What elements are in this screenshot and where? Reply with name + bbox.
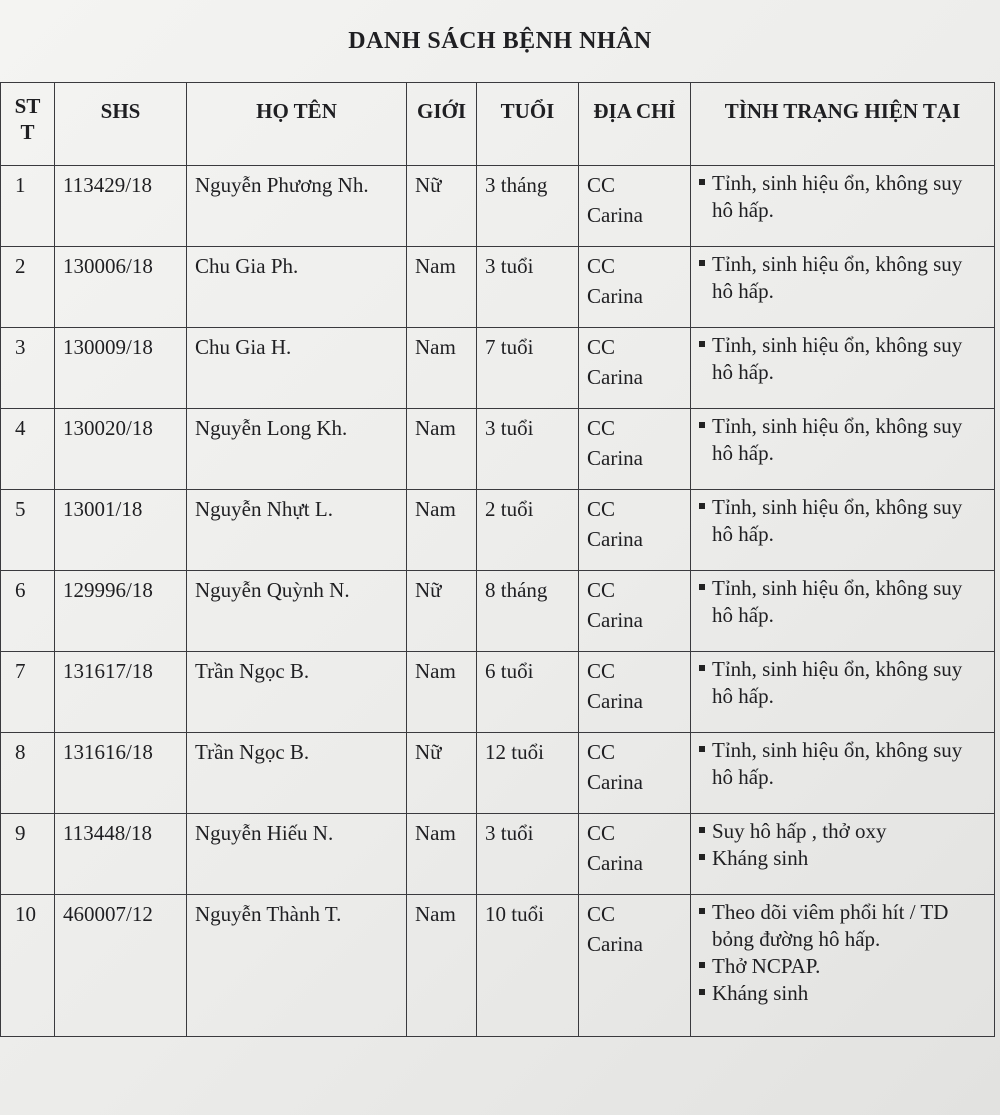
cell-name: Nguyễn Phương Nh. [187,166,407,247]
cell-shs: 131616/18 [55,733,187,814]
status-list [699,251,986,305]
address-line: Carina [587,365,643,390]
cell-address [579,895,691,1037]
cell-stt: 6 [1,571,55,652]
table-row [1,571,995,652]
table-row [1,733,995,814]
header-shs: SHS [55,83,187,166]
cell-shs: 130006/18 [55,247,187,328]
address-line: Carina [587,770,643,795]
cell-age: 6 tuổi [477,652,579,733]
table-row [1,895,995,1037]
cell-status [691,166,995,247]
cell-gender: Nam [407,328,477,409]
status-list [699,494,986,548]
header-stt [1,83,55,166]
cell-gender: Nam [407,652,477,733]
cell-stt: 4 [1,409,55,490]
cell-status [691,490,995,571]
cell-stt: 3 [1,328,55,409]
cell-stt: 2 [1,247,55,328]
status-list [699,332,986,386]
table-row [1,328,995,409]
cell-gender: Nam [407,247,477,328]
address-line: CC [587,173,616,197]
cell-shs: 130009/18 [55,328,187,409]
patient-table [0,82,995,1037]
cell-name: Chu Gia H. [187,328,407,409]
cell-age: 3 tuổi [477,247,579,328]
cell-status [691,814,995,895]
cell-gender: Nữ [407,733,477,814]
cell-shs: 129996/18 [55,571,187,652]
status-item: Tỉnh, sinh hiệu ổn, không suy hô hấp. [699,575,986,629]
address-line: Carina [587,689,643,714]
cell-status [691,409,995,490]
cell-shs: 113429/18 [55,166,187,247]
cell-address [579,814,691,895]
cell-status [691,328,995,409]
cell-shs: 460007/12 [55,895,187,1037]
status-list [699,170,986,224]
status-list [699,656,986,710]
header-name: HỌ TÊN [187,83,407,166]
cell-gender: Nam [407,409,477,490]
cell-shs: 130020/18 [55,409,187,490]
status-item: Suy hô hấp , thở oxy [699,818,986,845]
table-row [1,166,995,247]
cell-gender: Nam [407,895,477,1037]
cell-status [691,571,995,652]
table-row [1,814,995,895]
cell-name: Nguyễn Quỳnh N. [187,571,407,652]
cell-stt: 5 [1,490,55,571]
cell-status [691,895,995,1037]
table-body [1,166,995,1037]
status-item: Theo dõi viêm phổi hít / TD bỏng đường hô hấp. [699,899,986,953]
cell-gender: Nam [407,814,477,895]
cell-stt: 7 [1,652,55,733]
table-row [1,409,995,490]
cell-name: Nguyễn Hiếu N. [187,814,407,895]
status-list [699,818,986,872]
cell-name: Nguyễn Long Kh. [187,409,407,490]
cell-address [579,409,691,490]
header-gender: GIỚI [407,83,477,166]
cell-address [579,652,691,733]
address-line: Carina [587,284,643,309]
cell-status [691,652,995,733]
status-list [699,899,986,1007]
cell-stt: 10 [1,895,55,1037]
cell-age: 3 tuổi [477,814,579,895]
status-item: Tỉnh, sinh hiệu ổn, không suy hô hấp. [699,251,986,305]
address-line: CC [587,254,616,278]
cell-stt: 1 [1,166,55,247]
table-row [1,247,995,328]
cell-address [579,328,691,409]
header-stt-label: ST T [14,94,41,145]
address-line: Carina [587,932,643,957]
header-status: TÌNH TRẠNG HIỆN TẠI [691,83,995,166]
header-age: TUỔI [477,83,579,166]
status-item: Kháng sinh [699,980,986,1007]
address-line: CC [587,902,616,926]
status-list [699,413,986,467]
address-line: Carina [587,608,643,633]
cell-age: 8 tháng [477,571,579,652]
status-list [699,737,986,791]
address-line: CC [587,578,616,602]
cell-address [579,490,691,571]
status-item: Tỉnh, sinh hiệu ổn, không suy hô hấp. [699,737,986,791]
cell-gender: Nam [407,490,477,571]
cell-name: Trần Ngọc B. [187,733,407,814]
address-line: CC [587,659,616,683]
status-item: Tỉnh, sinh hiệu ổn, không suy hô hấp. [699,332,986,386]
address-line: CC [587,335,616,359]
status-item: Tỉnh, sinh hiệu ổn, không suy hô hấp. [699,413,986,467]
status-list [699,575,986,629]
cell-address [579,733,691,814]
cell-name: Nguyễn Thành T. [187,895,407,1037]
header-address: ĐỊA CHỈ [579,83,691,166]
address-line: Carina [587,527,643,552]
cell-gender: Nữ [407,571,477,652]
table-header-row [1,83,995,166]
cell-shs: 113448/18 [55,814,187,895]
cell-stt: 8 [1,733,55,814]
cell-age: 2 tuổi [477,490,579,571]
cell-name: Nguyễn Nhựt L. [187,490,407,571]
cell-gender: Nữ [407,166,477,247]
address-line: CC [587,416,616,440]
table-row [1,652,995,733]
cell-age: 10 tuổi [477,895,579,1037]
address-line: Carina [587,203,643,228]
cell-name: Trần Ngọc B. [187,652,407,733]
status-item: Thở NCPAP. [699,953,986,980]
address-line: CC [587,740,616,764]
cell-age: 3 tháng [477,166,579,247]
cell-status [691,247,995,328]
cell-address [579,571,691,652]
cell-status [691,733,995,814]
cell-age: 3 tuổi [477,409,579,490]
status-item: Tỉnh, sinh hiệu ổn, không suy hô hấp. [699,494,986,548]
cell-shs: 13001/18 [55,490,187,571]
status-item: Kháng sinh [699,845,986,872]
status-item: Tỉnh, sinh hiệu ổn, không suy hô hấp. [699,170,986,224]
address-line: Carina [587,851,643,876]
address-line: Carina [587,446,643,471]
cell-shs: 131617/18 [55,652,187,733]
cell-address [579,166,691,247]
cell-age: 7 tuổi [477,328,579,409]
address-line: CC [587,497,616,521]
table-row [1,490,995,571]
cell-stt: 9 [1,814,55,895]
cell-address [579,247,691,328]
status-item: Tỉnh, sinh hiệu ổn, không suy hô hấp. [699,656,986,710]
document-title: DANH SÁCH BỆNH NHÂN [348,28,652,54]
cell-age: 12 tuổi [477,733,579,814]
cell-name: Chu Gia Ph. [187,247,407,328]
address-line: CC [587,821,616,845]
